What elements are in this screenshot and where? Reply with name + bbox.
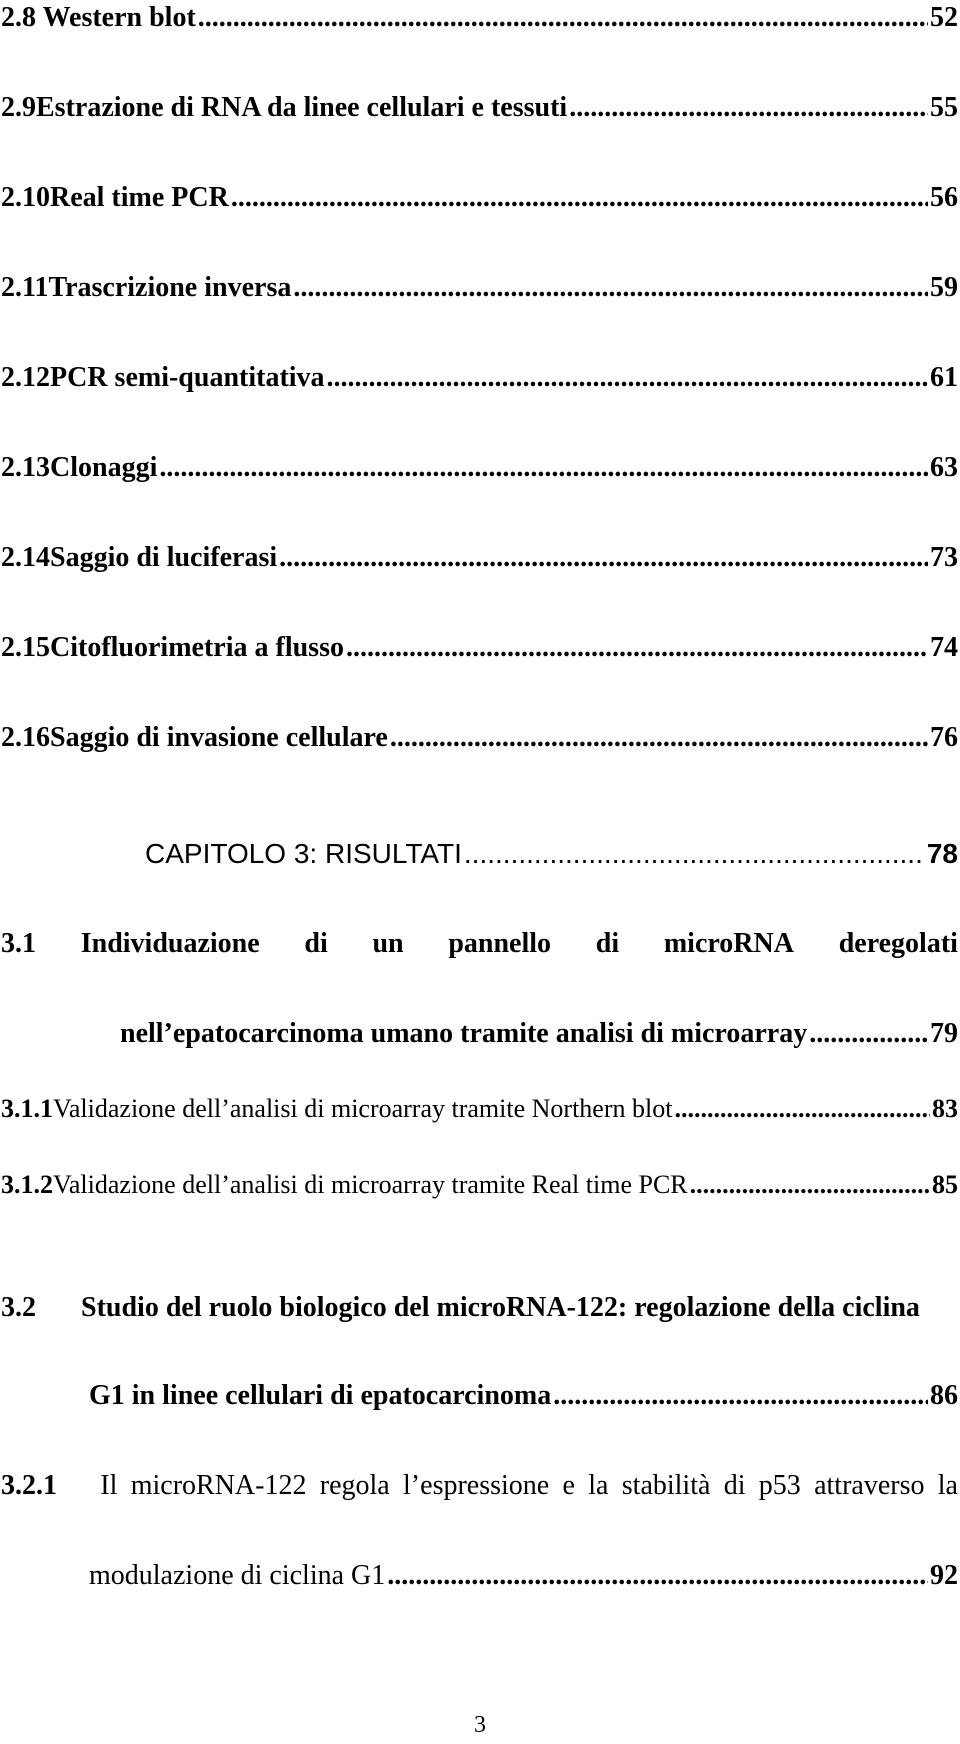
toc-title-continued: modulazione di ciclina G1 bbox=[89, 1560, 386, 1591]
toc-word: Il bbox=[100, 1470, 118, 1501]
toc-title: PCR semi-quantitativa bbox=[50, 362, 325, 393]
toc-word: microRNA-122 bbox=[130, 1470, 307, 1501]
dot-leader bbox=[390, 722, 928, 754]
toc-number: 2.12 bbox=[1, 362, 50, 393]
dot-leader bbox=[553, 1380, 928, 1412]
toc-word: di bbox=[595, 928, 620, 959]
toc-page: 74 bbox=[930, 632, 958, 663]
page-number: 3 bbox=[474, 1712, 486, 1738]
toc-number: 2.10 bbox=[1, 182, 50, 213]
toc-word: pannello bbox=[448, 928, 552, 959]
toc-number: 2.13 bbox=[1, 452, 50, 483]
toc-page: 61 bbox=[930, 362, 958, 393]
toc-entry-3-2-1-line1[interactable] bbox=[0, 1470, 958, 1502]
toc-page: 52 bbox=[930, 2, 958, 33]
toc-number: 3.1.2 bbox=[1, 1170, 53, 1199]
toc-entry-3-1-line2[interactable] bbox=[120, 1018, 958, 1050]
toc-title: Studio del ruolo biologico del microRNA-122: regolazione della ciclina bbox=[81, 1292, 920, 1323]
toc-word: la bbox=[937, 1470, 958, 1501]
toc-entry-2-13[interactable] bbox=[0, 452, 958, 484]
toc-word: p53 bbox=[758, 1470, 801, 1501]
toc-entry-3-2-line1[interactable] bbox=[0, 1292, 958, 1324]
toc-title: Citofluorimetria a flusso bbox=[50, 632, 344, 663]
toc-word: e bbox=[562, 1470, 575, 1501]
toc-entry-2-15[interactable] bbox=[0, 632, 958, 664]
toc-number: 3.1.1 bbox=[1, 1094, 53, 1123]
toc-chapter-3[interactable] bbox=[145, 838, 958, 870]
dot-leader bbox=[809, 1018, 928, 1050]
toc-title: Validazione dell’analisi di microarray tramite Real time PCR bbox=[53, 1170, 688, 1199]
toc-page: 86 bbox=[930, 1380, 958, 1411]
toc-page: 79 bbox=[930, 1018, 958, 1049]
dot-leader bbox=[674, 1094, 930, 1124]
toc-number: 2.16 bbox=[1, 722, 50, 753]
toc-title: Trascrizione inversa bbox=[48, 272, 292, 303]
toc-page: 55 bbox=[930, 92, 958, 123]
toc-entry-2-12[interactable] bbox=[0, 362, 958, 394]
toc-word: di bbox=[304, 928, 328, 959]
toc-entry-2-8[interactable] bbox=[0, 2, 958, 34]
toc-entry-2-14[interactable] bbox=[0, 542, 958, 574]
toc-entry-2-10[interactable] bbox=[0, 182, 958, 214]
toc-page: 56 bbox=[930, 182, 958, 213]
dot-leader bbox=[387, 1560, 928, 1592]
toc-entry-2-16[interactable] bbox=[0, 722, 958, 754]
toc-title: Clonaggi bbox=[50, 452, 158, 483]
toc-page: 63 bbox=[930, 452, 958, 483]
toc-title: Real time PCR bbox=[50, 182, 229, 213]
toc-page: 78 bbox=[926, 838, 958, 869]
toc-page: 85 bbox=[932, 1170, 958, 1199]
toc-entry-2-11[interactable] bbox=[0, 272, 958, 304]
toc-entry-3-1-line1[interactable] bbox=[0, 928, 958, 960]
toc-number: 2.15 bbox=[1, 632, 50, 663]
toc-title: Saggio di invasione cellulare bbox=[50, 722, 388, 753]
dot-leader bbox=[293, 272, 928, 304]
chapter-title: CAPITOLO 3: RISULTATI bbox=[145, 838, 462, 869]
toc-page: 92 bbox=[930, 1560, 958, 1591]
toc-number: 2.11 bbox=[1, 272, 49, 303]
toc-entry-3-1-2[interactable] bbox=[0, 1170, 958, 1200]
dot-leader bbox=[569, 92, 928, 124]
toc-word: attraverso bbox=[814, 1470, 925, 1501]
dot-leader bbox=[327, 362, 928, 394]
toc-word: l’espressione bbox=[403, 1470, 550, 1501]
toc-number: 2.8 bbox=[1, 2, 36, 33]
dot-leader bbox=[198, 2, 928, 34]
toc-number: 2.9 bbox=[1, 92, 36, 123]
toc-page: 59 bbox=[930, 272, 958, 303]
toc-title: Estrazione di RNA da linee cellulari e tessuti bbox=[36, 92, 568, 123]
toc-word: Individuazione bbox=[80, 928, 260, 959]
toc-word: deregolati bbox=[838, 928, 958, 959]
toc-entry-3-1-1[interactable] bbox=[0, 1094, 958, 1124]
toc-word: la bbox=[588, 1470, 609, 1501]
toc-entry-3-2-1-line2[interactable] bbox=[89, 1560, 958, 1592]
toc-word: di bbox=[723, 1470, 746, 1501]
toc-number: 3.2 bbox=[1, 1292, 36, 1323]
toc-page: 73 bbox=[930, 542, 958, 573]
toc-title: Western blot bbox=[42, 2, 196, 33]
toc-number: 3.2.1 bbox=[1, 1470, 57, 1501]
toc-page: 83 bbox=[932, 1094, 958, 1123]
toc-title-continued: G1 in linee cellulari di epatocarcinoma bbox=[89, 1380, 552, 1411]
dot-leader bbox=[279, 542, 928, 574]
toc-title: Validazione dell’analisi di microarray tramite Northern blot bbox=[53, 1094, 673, 1123]
toc-title: Saggio di luciferasi bbox=[50, 542, 278, 573]
toc-word: stabilità bbox=[621, 1470, 711, 1501]
toc-word: microRNA bbox=[663, 928, 794, 959]
toc-word: un bbox=[372, 928, 404, 959]
toc-entry-2-9[interactable] bbox=[0, 92, 958, 124]
toc-number: 3.1 bbox=[1, 928, 36, 959]
dot-leader bbox=[159, 452, 928, 484]
dot-leader bbox=[346, 632, 928, 664]
toc-page: 76 bbox=[930, 722, 958, 753]
toc-entry-3-2-line2[interactable] bbox=[89, 1380, 958, 1412]
toc-number: 2.14 bbox=[1, 542, 50, 573]
dot-leader bbox=[231, 182, 928, 214]
toc-word: regola bbox=[319, 1470, 390, 1501]
toc-title-continued: nell’epatocarcinoma umano tramite analisi di microarray bbox=[120, 1018, 808, 1049]
dot-leader bbox=[690, 1170, 930, 1200]
dot-leader bbox=[464, 838, 925, 870]
